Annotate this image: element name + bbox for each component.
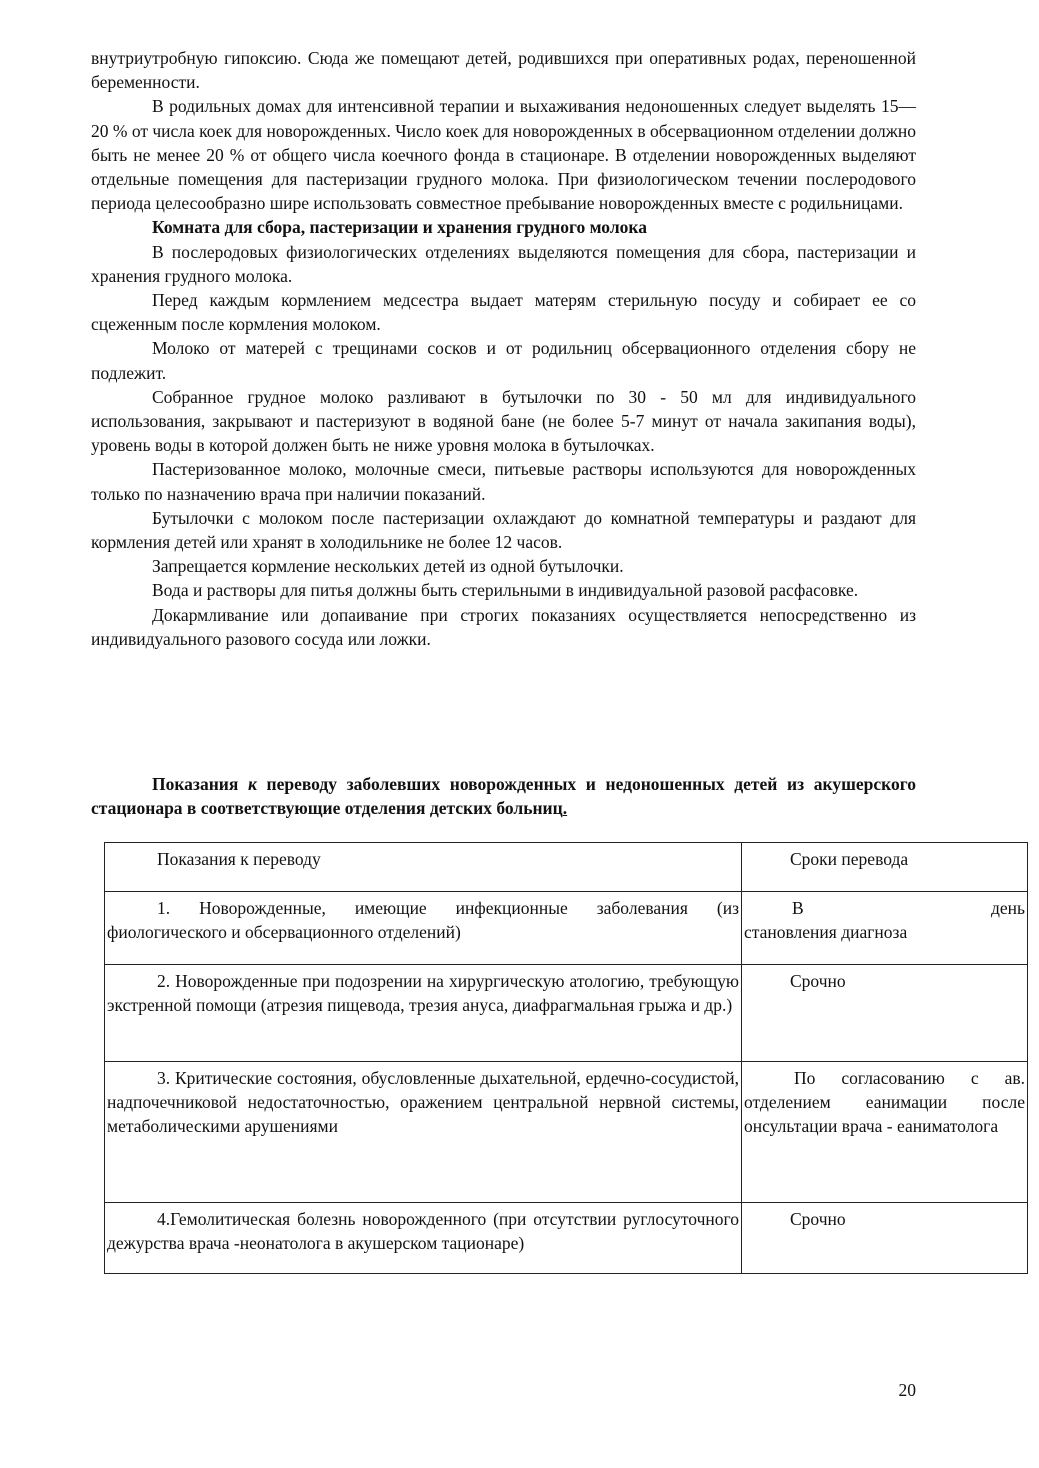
table-row (105, 1203, 1028, 1274)
room-paragraph: Перед каждым кормлением медсестра выдает матерям стерильную посуду и собирает ее со сцеженным после кормления молоком. (91, 290, 916, 335)
room-paragraph: Молоко от матерей с трещинами сосков и от родильниц обсервационного отделения сбору не подлежит. (91, 338, 916, 383)
timing-word: В (792, 898, 804, 918)
indication-cell: 2. Новорожденные при подозрении на хирургическую атологию, требующую экстренной помощи (атрезия пищевода, трезия ануса, диафрагмальная грыжа и др.) (105, 965, 742, 1062)
header-timing: Сроки перевода (742, 843, 1028, 892)
table-row (105, 965, 1028, 1062)
body-text (91, 46, 916, 651)
timing-cell: Срочно (742, 1203, 1028, 1274)
page-number: 20 (898, 1380, 916, 1400)
indication-cell: 3. Критические состояния, обусловленные дыхательной, ердечно-сосудистой, надпочечниковой недостаточностью, оражением центральной нервной системы, метаболическими арушениями (105, 1062, 742, 1203)
indication-cell: 4.Гемолитическая болезнь новорожденного (при отсутствии руглосуточного дежурства врача -неонатолога в акушерском тационаре) (105, 1203, 742, 1274)
timing-cell: Срочно (742, 965, 1028, 1062)
timing-cell (742, 892, 1028, 965)
room-paragraph: Запрещается кормление нескольких детей из одной бутылочки. (152, 556, 624, 577)
section-title-period: . (562, 798, 568, 819)
room-paragraph: Докармливание или допаивание при строгих показаниях осуществляется непосредственно из индивидуального разового сосуда или ложки. (91, 604, 916, 649)
header-indications: Показания к переводу (105, 843, 742, 892)
paragraph-continuation: внутриутробную гипоксию. Сюда же помещают детей, родившихся при оперативных родах, переношенной беременности. (91, 48, 916, 93)
room-paragraph: В послеродовых физиологических отделениях выделяются помещения для сбора, пастеризации и хранения грудного молока. (91, 241, 916, 286)
room-paragraph: Пастеризованное молоко, молочные смеси, питьевые растворы используются для новорожденных только по назначению врача при наличии показаний. (91, 459, 916, 504)
transfer-table (104, 842, 1025, 1274)
room-heading: Комната для сбора, пастеризации и хранения грудного молока (152, 217, 647, 238)
section-title-part: Показания (152, 774, 248, 794)
paragraph-bed-allocation: В родильных домах для интенсивной терапии и выхаживания недоношенных следует выделять 15—20 % от числа коек для новорожденных. Число коек для новорожденных в обсервационном отделении должно быть не менее 20 % от общего числа коечного фонда в стационаре. В отделении новорожденных выделяют отдельные помещения для пастеризации грудного молока. При физиологическом течении послеродового периода целесообразно шире использовать совместное пребывание новорожденных вместе с родильницами. (91, 96, 916, 214)
timing-cell: По согласованию с ав. отделением еанимации после онсультации врача - еаниматолога (742, 1062, 1028, 1203)
timing-word: день (990, 898, 1025, 918)
room-paragraph: Собранное грудное молоко разливают в бутылочки по 30 - 50 мл для индивидуального использования, закрывают и пастеризуют в водяной бане (не более 5-7 минут от начала закипания воды), уровень воды в которой должен быть не ниже уровня молока в бутылочках. (91, 386, 916, 456)
room-paragraph: Вода и растворы для питья должны быть стерильными в индивидуальной разовой расфасовке. (152, 580, 859, 601)
section-title (91, 772, 916, 820)
table-row (105, 892, 1028, 965)
timing-split (744, 896, 1025, 920)
section-title-part: переводу заболевших новорожденных и недоношенных детей из акушерского стационара в соответствующие отделения детских больниц (91, 774, 916, 819)
room-paragraph: Бутылочки с молоком после пастеризации охлаждают до комнатной температуры и раздают для кормления детей или хранят в холодильнике не более 12 часов. (91, 507, 916, 553)
table-row (105, 1062, 1028, 1203)
table-header-row (105, 843, 1028, 892)
indication-cell: 1. Новорожденные, имеющие инфекционные заболевания (из фиологического и обсервационного отделений) (105, 892, 742, 965)
section-title-italic: к (247, 774, 257, 794)
timing-line: становления диагноза (744, 922, 908, 942)
